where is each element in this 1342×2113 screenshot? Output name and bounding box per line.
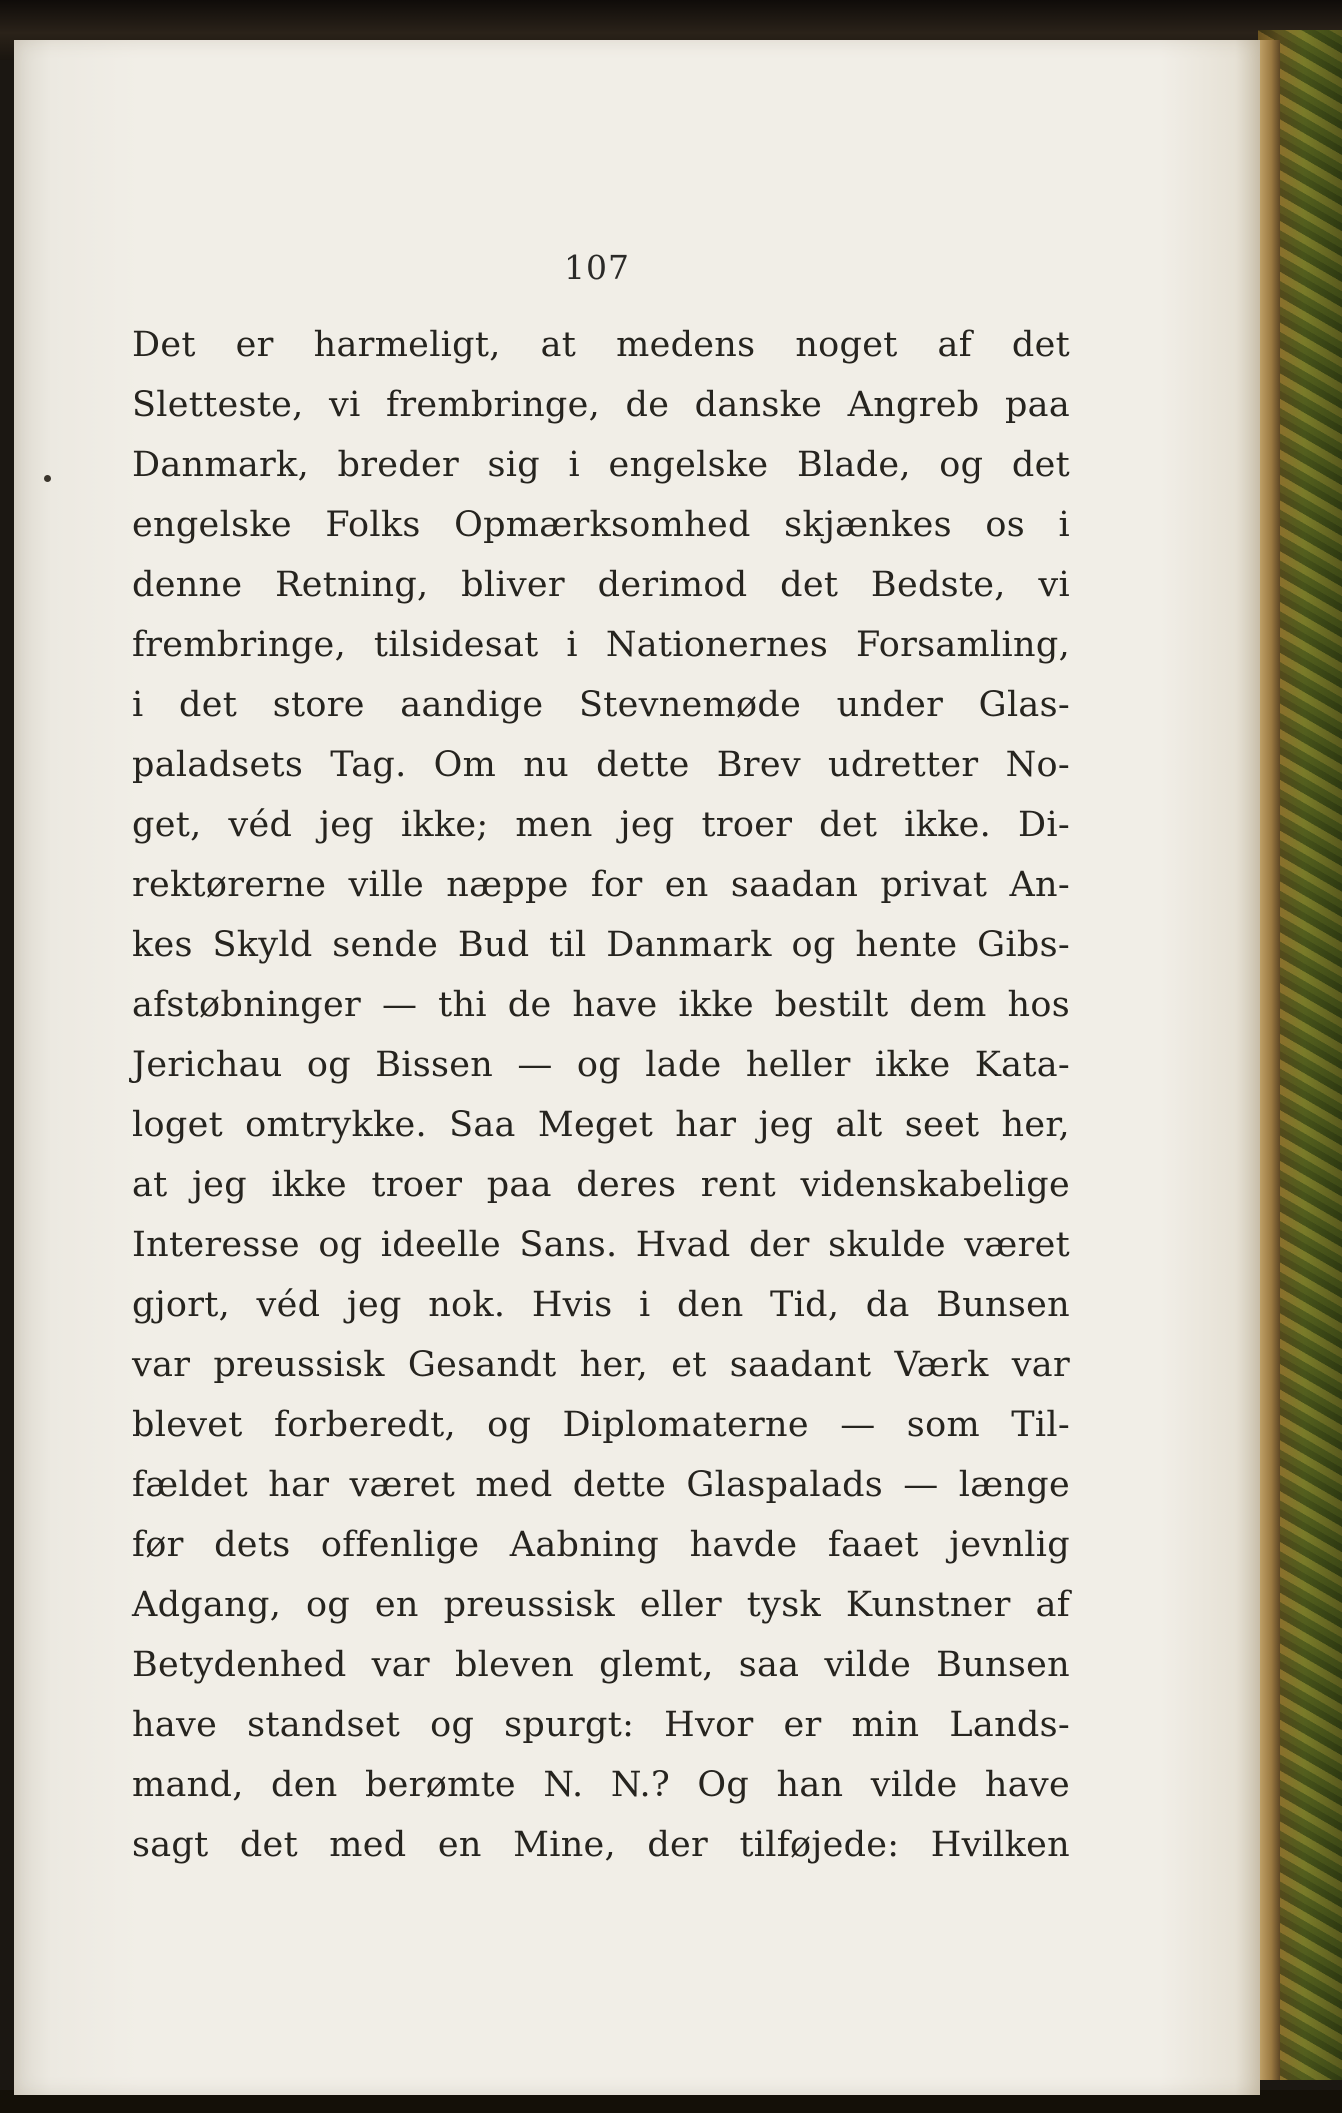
book-page [14, 40, 1260, 2095]
text-line: at jeg ikke troer paa deres rent videnskabelige [132, 1165, 1070, 1205]
text-line: fældet har været med dette Glaspalads — længe [132, 1465, 1070, 1505]
text-line: denne Retning, bliver derimod det Bedste, vi [132, 565, 1070, 605]
text-line: kes Skyld sende Bud til Danmark og hente Gibs- [132, 925, 1070, 965]
text-line: engelske Folks Opmærksomhed skjænkes os i [132, 505, 1070, 545]
page-number: 107 [564, 248, 630, 287]
text-line: blevet forberedt, og Diplomaterne — som Til- [132, 1405, 1070, 1445]
ink-speck [44, 475, 51, 482]
text-line: frembringe, tilsidesat i Nationernes Forsamling, [132, 625, 1070, 665]
text-line: Betydenhed var bleven glemt, saa vilde Bunsen [132, 1645, 1070, 1685]
text-line: get, véd jeg ikke; men jeg troer det ikke. Di- [132, 805, 1070, 845]
text-line: Jerichau og Bissen — og lade heller ikke Kata- [132, 1045, 1070, 1085]
text-line: mand, den berømte N. N.? Og han vilde have [132, 1765, 1070, 1805]
text-line: Interesse og ideelle Sans. Hvad der skulde været [132, 1225, 1070, 1265]
text-line: før dets offenlige Aabning havde faaet jevnlig [132, 1525, 1070, 1565]
text-line: Sletteste, vi frembringe, de danske Angreb paa [132, 385, 1070, 425]
text-line: paladsets Tag. Om nu dette Brev udretter No- [132, 745, 1070, 785]
text-line: var preussisk Gesandt her, et saadant Værk var [132, 1345, 1070, 1385]
text-line: Det er harmeligt, at medens noget af det [132, 325, 1070, 365]
text-line: Adgang, og en preussisk eller tysk Kunstner af [132, 1585, 1070, 1625]
text-line: loget omtrykke. Saa Meget har jeg alt seet her, [132, 1105, 1070, 1145]
text-line: afstøbninger — thi de have ikke bestilt dem hos [132, 985, 1070, 1025]
text-line: sagt det med en Mine, der tilføjede: Hvilken [132, 1825, 1070, 1865]
text-line: gjort, véd jeg nok. Hvis i den Tid, da Bunsen [132, 1285, 1070, 1325]
text-line: have standset og spurgt: Hvor er min Lands- [132, 1705, 1070, 1745]
text-line: i det store aandige Stevnemøde under Glas- [132, 685, 1070, 725]
text-line: rektørerne ville næppe for en saadan privat An- [132, 865, 1070, 905]
text-line: Danmark, breder sig i engelske Blade, og det [132, 445, 1070, 485]
page-block-edge [1258, 40, 1280, 2080]
